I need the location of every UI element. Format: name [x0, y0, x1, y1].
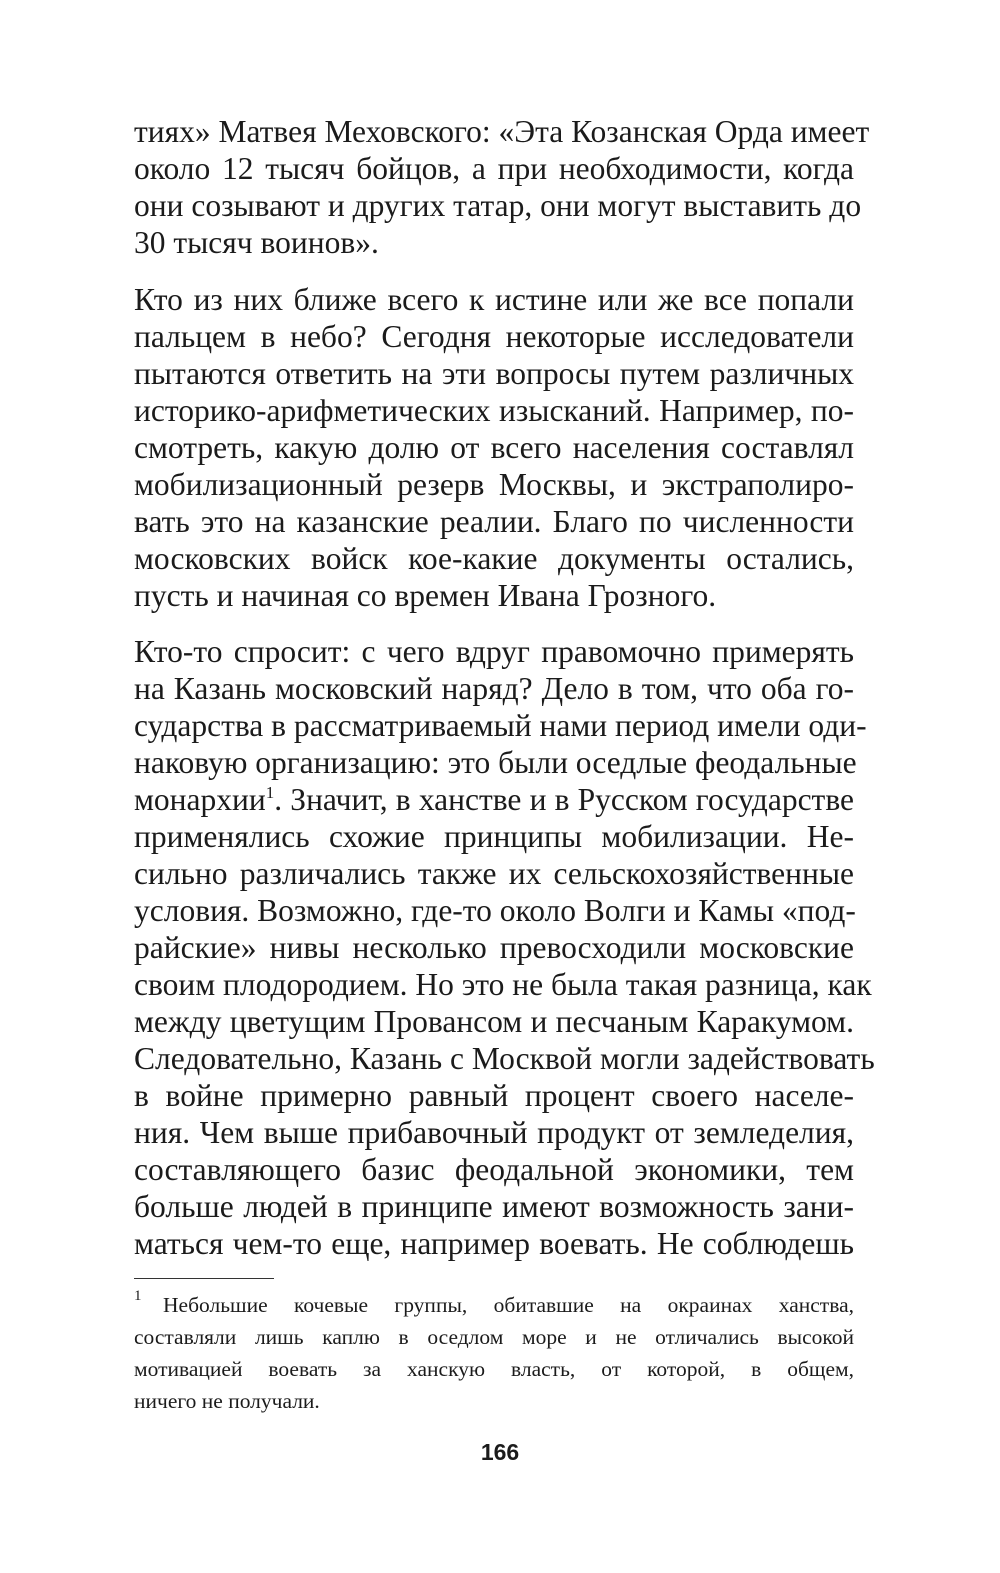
text-line: московских войск кое-какие документы остались,	[134, 541, 854, 576]
text-line: Кто-то спросит: с чего вдруг правомочно примерять	[134, 634, 854, 669]
text-line: Следовательно, Казань с Москвой могли задействовать	[134, 1041, 875, 1076]
text-line: мобилизационный резерв Москвы, и экстраполиро-	[134, 467, 854, 502]
footnote-line: ничего не получали.	[134, 1389, 320, 1413]
text-line: маться чем-то еще, например воевать. Не соблюдешь	[134, 1226, 854, 1261]
text-line: райские» нивы несколько превосходили московские	[134, 930, 854, 965]
text-line: ния. Чем выше прибавочный продукт от земледелия,	[134, 1115, 854, 1150]
text-line: своим плодородием. Но это не была такая разница, как	[134, 967, 872, 1002]
text-line: наковую организацию: это были оседлые феодальные	[134, 745, 857, 780]
text-line: вать это на казанские реалии. Благо по численности	[134, 504, 854, 539]
text-segment: монархии	[134, 782, 266, 817]
text-line: на Казань московский наряд? Дело в том, что оба го-	[134, 671, 854, 706]
text-line: сударства в рассматриваемый нами период имели оди-	[134, 708, 867, 743]
text-line: больше людей в принципе имеют возможность зани-	[134, 1189, 854, 1224]
text-line: сильно различались также их сельскохозяйственные	[134, 856, 854, 891]
text-line: пальцем в небо? Сегодня некоторые исследователи	[134, 319, 854, 354]
footnote-line: Небольшие кочевые группы, обитавшие на окраинах ханства,	[163, 1293, 854, 1317]
text-line: тиях» Матвея Меховского: «Эта Козанская Орда имеет	[134, 114, 870, 149]
text-line: около 12 тысяч бойцов, а при необходимости, когда	[134, 151, 854, 186]
text-line: пытаются ответить на эти вопросы путем различных	[134, 356, 854, 391]
text-line: они созывают и других татар, они могут выставить до	[134, 188, 862, 223]
text-line: между цветущим Провансом и песчаным Каракумом.	[134, 1004, 854, 1039]
footnote-marker: 1	[134, 1288, 142, 1304]
footnote-reference: 1	[265, 783, 275, 802]
text-line: историко-арифметических изысканий. Например, по-	[134, 393, 854, 428]
footnote-line: мотивацией воевать за ханскую власть, от которой, в общем,	[134, 1357, 854, 1381]
text-line-with-footnote-ref	[134, 782, 854, 820]
footnote-separator	[134, 1278, 274, 1279]
text-line: пусть и начиная со времен Ивана Грозного.	[134, 578, 717, 613]
text-line: условия. Возможно, где-то около Волги и Камы «под-	[134, 893, 856, 928]
text-line: применялись схожие принципы мобилизации. Не-	[134, 819, 854, 854]
text-line: смотреть, какую долю от всего населения составлял	[134, 430, 854, 465]
text-line: составляющего базис феодальной экономики, тем	[134, 1152, 854, 1187]
page-number: 166	[480, 1439, 520, 1465]
text-line: в войне примерно равный процент своего населе-	[134, 1078, 854, 1113]
text-segment: . Значит, в ханстве и в Русском государстве	[274, 782, 854, 817]
text-line: Кто из них ближе всего к истине или же все попали	[134, 282, 854, 317]
text-line: 30 тысяч воинов».	[134, 225, 379, 260]
footnote-line: составляли лишь каплю в оседлом море и не отличались высокой	[134, 1325, 854, 1349]
